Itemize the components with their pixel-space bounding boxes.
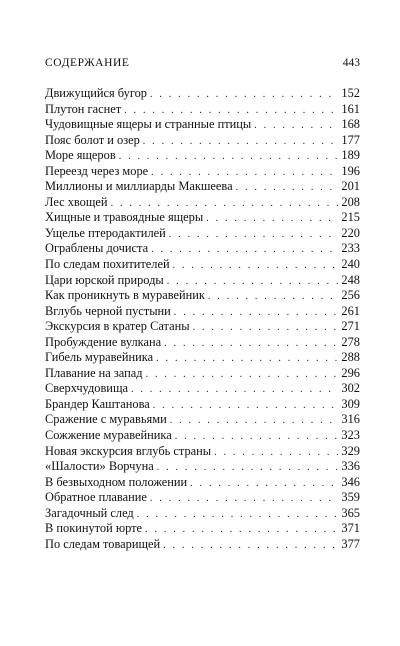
leader-dots [145,522,338,537]
toc-entry-page-number: 296 [341,365,360,380]
toc-entry-title: В безвыходном положении [45,474,188,489]
toc-entry [45,304,360,320]
toc-entry-page-number: 329 [341,443,360,458]
toc-entry-title: Море ящеров [45,148,116,163]
toc-entry [45,537,360,553]
leader-dots [150,87,338,102]
toc-entry [45,319,360,335]
toc-entry [45,506,360,522]
toc-entry [45,428,360,444]
toc-entry [45,381,360,397]
leader-dots [146,367,338,382]
toc-entry-page-number: 161 [341,101,360,116]
leader-dots [175,429,338,444]
toc-entry-title: По следам похитителей [45,257,170,272]
toc-entry-title: Пояс болот и озер [45,132,140,147]
toc-entry-title: По следам товарищей [45,536,161,551]
leader-dots [153,398,338,413]
toc-entry-title: Миллионы и миллиарды Макшеева [45,179,233,194]
toc-entry [45,226,360,242]
toc-entry-page-number: 359 [341,490,360,505]
toc-entry [45,366,360,382]
toc-entry-title: Новая экскурсия вглубь страны [45,443,212,458]
toc-entry-page-number: 233 [341,241,360,256]
toc-entry-title: Сражение с муравьями [45,412,167,427]
toc-entry-title: Как проникнуть в муравейник [45,288,205,303]
toc-entry [45,397,360,413]
toc-entry-title: Переезд через море [45,163,149,178]
leader-dots [173,258,338,273]
toc-entry-title: Сожжение муравейника [45,428,172,443]
toc-entry [45,273,360,289]
leader-dots [170,413,338,428]
toc-entry-title: В покинутой юрте [45,521,143,536]
leader-dots [254,118,338,133]
toc-entry [45,521,360,537]
running-header [45,57,360,73]
toc-entry-page-number: 189 [341,148,360,163]
leader-dots [151,242,338,257]
leader-dots [169,227,338,242]
toc-entry [45,86,360,102]
leader-dots [124,103,338,118]
toc-entry-title: Ограблены дочиста [45,241,149,256]
toc-entry-page-number: 288 [341,350,360,365]
leader-dots [156,351,338,366]
toc-entry [45,148,360,164]
leader-dots [208,289,338,304]
toc-entry [45,350,360,366]
toc-entry [45,133,360,149]
leader-dots [236,180,338,195]
toc-entry-page-number: 309 [341,396,360,411]
leader-dots [137,507,338,522]
toc-entry-page-number: 336 [341,459,360,474]
toc-entry [45,164,360,180]
toc-entry-page-number: 240 [341,257,360,272]
toc-entry-title: Чудовищные ящеры и странные птицы [45,117,252,132]
toc-entry-title: Брандер Каштанова [45,396,150,411]
leader-dots [157,460,338,475]
leader-dots [167,274,338,289]
toc-entry-page-number: 323 [341,428,360,443]
toc-entry-page-number: 208 [341,194,360,209]
leader-dots [111,196,338,211]
toc-entry-title: Плавание на запад [45,365,143,380]
toc-entry-page-number: 261 [341,303,360,318]
toc-entry-page-number: 248 [341,272,360,287]
toc-entry-title: Экскурсия в кратер Сатаны [45,319,190,334]
toc-entry-page-number: 365 [341,505,360,520]
leader-dots [163,538,338,553]
toc-entry [45,241,360,257]
leader-dots [150,491,338,506]
toc-entry-title: Хищные и травоядные ящеры [45,210,204,225]
toc-entry-page-number: 168 [341,117,360,132]
leader-dots [151,165,338,180]
toc-entry-page-number: 215 [341,210,360,225]
leader-dots [174,305,338,320]
toc-entry-title: Обратное плавание [45,490,147,505]
toc-entry-page-number: 220 [341,225,360,240]
toc-entry [45,210,360,226]
leader-dots [190,476,338,491]
toc-entry [45,475,360,491]
toc-entry-page-number: 271 [341,319,360,334]
toc-entry [45,444,360,460]
page-number: 443 [342,57,360,69]
toc-entry-title: Гибель муравейника [45,350,154,365]
toc-entry-title: Ущелье птеродактилей [45,225,166,240]
toc-entry-page-number: 152 [341,86,360,100]
leader-dots [143,134,338,149]
toc-entry [45,179,360,195]
toc-entry [45,102,360,118]
toc-entry [45,257,360,273]
toc-entry-page-number: 256 [341,288,360,303]
toc-entry [45,117,360,133]
page-title: СОДЕРЖАНИЕ [45,57,130,69]
leader-dots [131,382,338,397]
toc-entry-title: Вглубь черной пустыни [45,303,171,318]
toc-entry-title: Сверхчудовища [45,381,128,396]
toc-entry-page-number: 316 [341,412,360,427]
toc-entry-title: «Шалости» Ворчуна [45,459,154,474]
toc-entry-page-number: 278 [341,334,360,349]
toc-entry-page-number: 302 [341,381,360,396]
toc-entry-page-number: 196 [341,163,360,178]
toc-entry-page-number: 177 [341,132,360,147]
toc-entry [45,459,360,475]
toc-entry-page-number: 377 [341,536,360,551]
leader-dots [164,336,338,351]
toc-entry-title: Пробуждение вулкана [45,334,162,349]
toc-entry-title: Движущийся бугор [45,86,147,100]
toc-entry-title: Цари юрской природы [45,272,164,287]
table-of-contents [45,86,360,552]
toc-entry [45,335,360,351]
toc-entry [45,490,360,506]
leader-dots [206,211,338,226]
toc-entry [45,412,360,428]
toc-entry [45,195,360,211]
toc-entry [45,288,360,304]
leader-dots [193,320,338,335]
toc-entry-title: Загадочный след [45,505,134,520]
toc-entry-page-number: 371 [341,521,360,536]
leader-dots [119,149,338,164]
toc-entry-title: Лес хвощей [45,194,108,209]
toc-entry-title: Плутон гаснет [45,101,122,116]
toc-entry-page-number: 346 [341,474,360,489]
toc-entry-page-number: 201 [341,179,360,194]
leader-dots [214,445,338,460]
